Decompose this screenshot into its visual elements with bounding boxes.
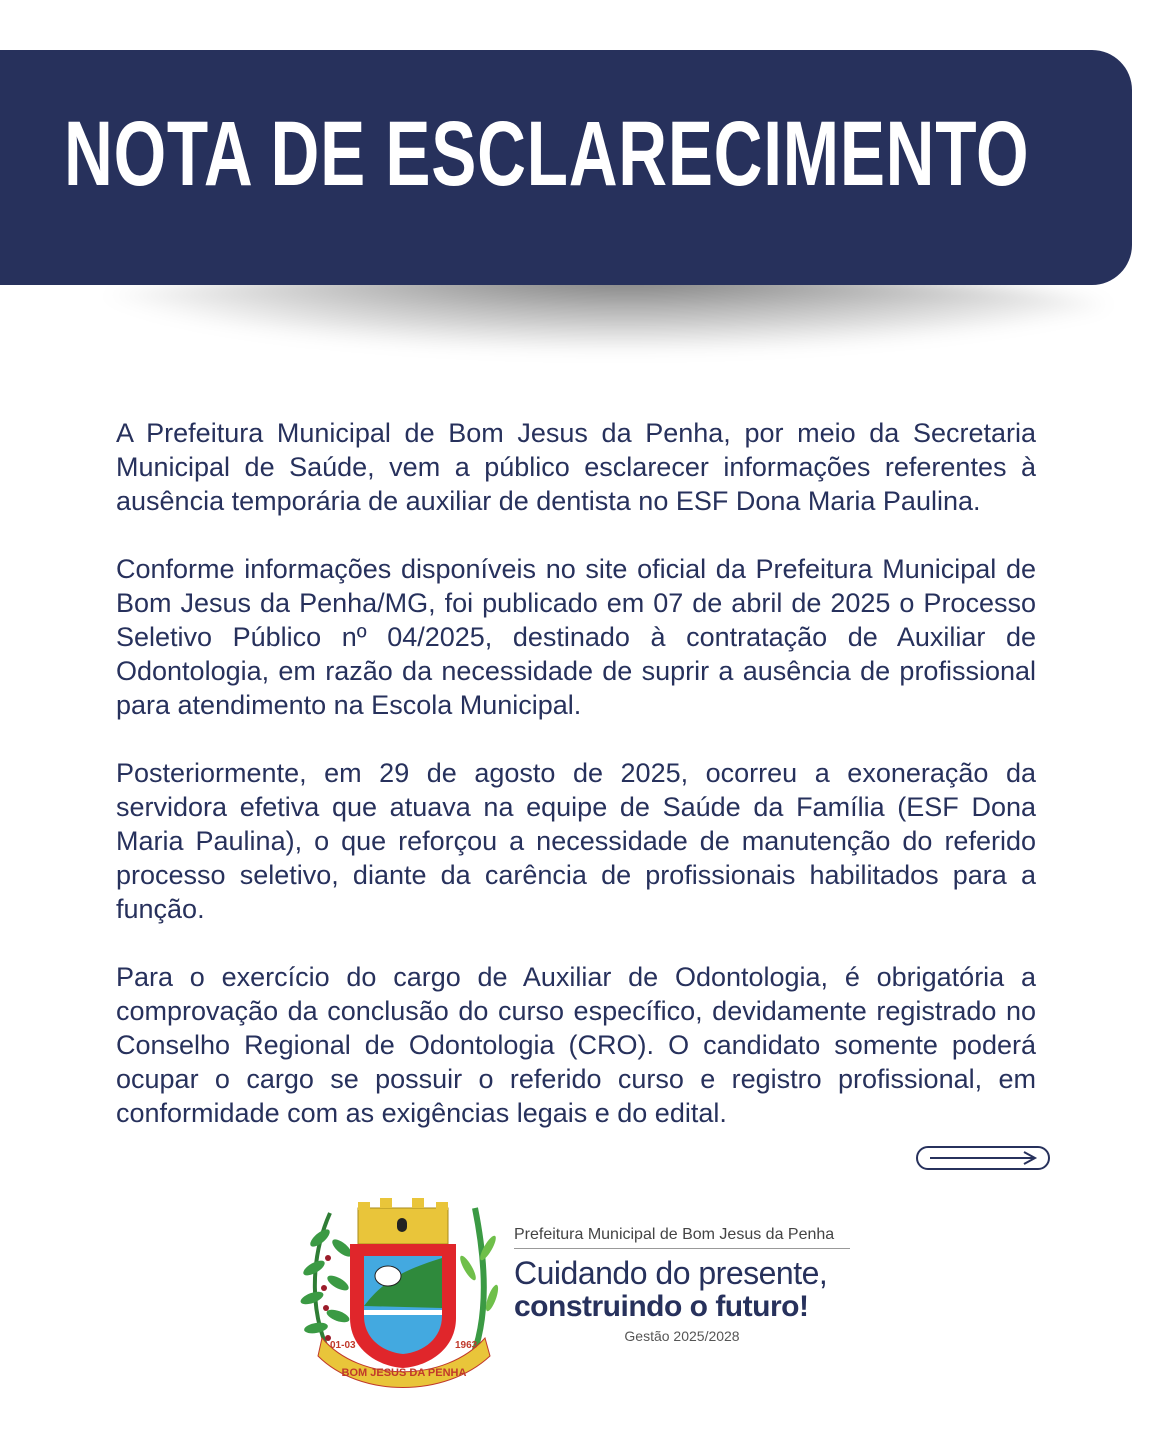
footer-slogan [514,1226,850,1344]
arrow-right-icon [918,1148,1048,1168]
paragraph-exoneration: Posteriormente, em 29 de agosto de 2025, ocorreu a exoneração da servidora efetiva que atuava na equipe de Saúde da Família (ESF Dona Maria Paulina), o que reforçou a necessidade de manutenção do referido processo seletivo, diante da carência de profissionais habilitados para a função. [116,758,1036,924]
slogan-line-2: construindo o futuro! [514,1290,809,1323]
page-title-wrap [64,104,1086,204]
administration-term: Gestão 2025/2028 [624,1328,740,1344]
note-body [116,416,1036,1164]
institution-name: Prefeitura Municipal de Bom Jesus da Penha [514,1226,850,1249]
crest-date-right: 1963 [455,1340,478,1351]
paragraph-requirements: Para o exercício do cargo de Auxiliar de Odontologia, é obrigatória a comprovação da conclusão do curso específico, devidamente registrado no Conselho Regional de Odontologia (CRO). O candidato somente poderá ocupar o cargo se possuir o referido curso e registro profissional, em conformidade com as exigências legais e do edital. [116,962,1036,1128]
paragraph-intro: A Prefeitura Municipal de Bom Jesus da Penha, por meio da Secretaria Municipal de Saúde, vem a público esclarecer informações referentes à ausência temporária de auxiliar de dentista no ESF Dona Maria Paulina. [116,418,1036,516]
crest-ribbon-text: BOM JESUS DA PENHA [341,1367,467,1379]
paragraph-process: Conforme informações disponíveis no site oficial da Prefeitura Municipal de Bom Jesus da Penha/MG, foi publicado em 07 de abril de 2025 o Processo Seletivo Público nº 04/2025, destinado à contratação de Auxiliar de Odontologia, em razão da necessidade de suprir a ausência de profissional para atendimento na Escola Municipal. [116,554,1036,720]
next-arrow-button[interactable] [916,1146,1050,1170]
crest-date-left: 01-03 [330,1340,356,1351]
slogan-line-1: Cuidando do presente, [514,1255,828,1291]
municipal-coat-of-arms [300,1198,505,1388]
page-title: NOTA DE ESCLARECIMENTO [64,103,1030,205]
